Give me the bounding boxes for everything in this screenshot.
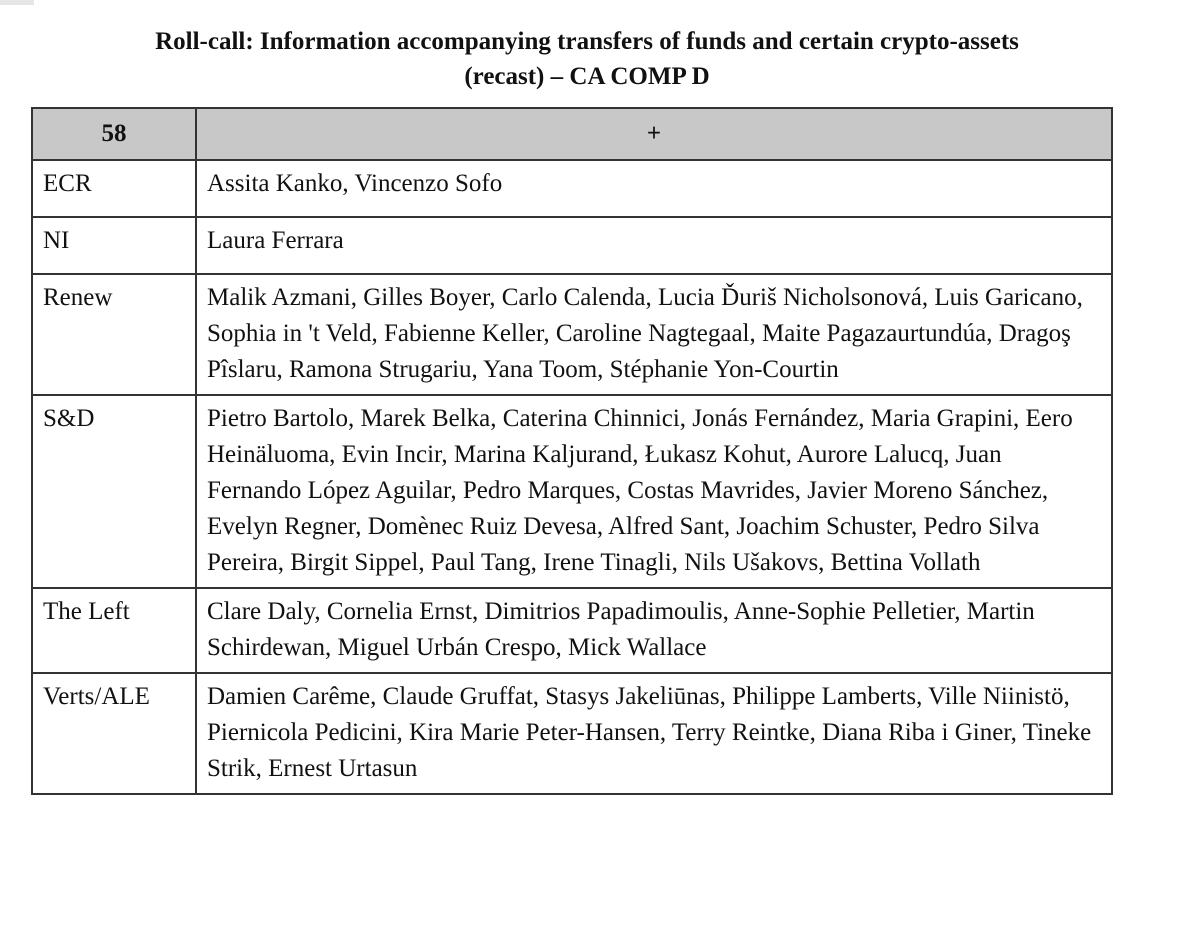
group-name-cell: Renew xyxy=(32,274,196,395)
table-row xyxy=(32,673,1112,794)
title-line-2: (recast) – CA COMP D xyxy=(464,63,710,90)
corner-mark xyxy=(0,0,34,5)
members-cell: Malik Azmani, Gilles Boyer, Carlo Calenda, Lucia Ďuriš Nicholsonová, Luis Garicano, Sophia in 't Veld, Fabienne Keller, Caroline Nagtegaal, Maite Pagazaurtundúa, Dragoş Pîslaru, Ramona Strugariu, Yana Toom, Stéphanie Yon-Courtin xyxy=(196,274,1112,395)
table-header-row xyxy=(32,108,1112,160)
group-name-cell: ECR xyxy=(32,160,196,217)
members-cell: Clare Daly, Cornelia Ernst, Dimitrios Papadimoulis, Anne-Sophie Pelletier, Martin Schirdewan, Miguel Urbán Crespo, Mick Wallace xyxy=(196,588,1112,673)
document-title xyxy=(30,24,1144,94)
members-cell: Assita Kanko, Vincenzo Sofo xyxy=(196,160,1112,217)
group-name-cell: The Left xyxy=(32,588,196,673)
table-row xyxy=(32,588,1112,673)
title-line-1: Roll-call: Information accompanying transfers of funds and certain crypto-assets xyxy=(155,28,1019,55)
table-row xyxy=(32,274,1112,395)
table-row xyxy=(32,217,1112,274)
members-cell: Pietro Bartolo, Marek Belka, Caterina Chinnici, Jonás Fernández, Maria Grapini, Eero Heinäluoma, Evin Incir, Marina Kaljurand, Łukasz Kohut, Aurore Lalucq, Juan Fernando López Aguilar, Pedro Marques, Costas Mavrides, Javier Moreno Sánchez, Evelyn Regner, Domènec Ruiz Devesa, Alfred Sant, Joachim Schuster, Pedro Silva Pereira, Birgit Sippel, Paul Tang, Irene Tinagli, Nils Ušakovs, Bettina Vollath xyxy=(196,395,1112,588)
members-cell: Laura Ferrara xyxy=(196,217,1112,274)
table-row xyxy=(32,160,1112,217)
members-cell: Damien Carême, Claude Gruffat, Stasys Jakeliūnas, Philippe Lamberts, Ville Niinistö, Piernicola Pedicini, Kira Marie Peter-Hansen, Terry Reintke, Diana Riba i Giner, Tineke Strik, Ernest Urtasun xyxy=(196,673,1112,794)
group-name-cell: Verts/ALE xyxy=(32,673,196,794)
group-name-cell: S&D xyxy=(32,395,196,588)
vote-type-header: + xyxy=(196,108,1112,160)
group-name-cell: NI xyxy=(32,217,196,274)
table-row xyxy=(32,395,1112,588)
vote-count-header: 58 xyxy=(32,108,196,160)
roll-call-table xyxy=(31,107,1113,795)
